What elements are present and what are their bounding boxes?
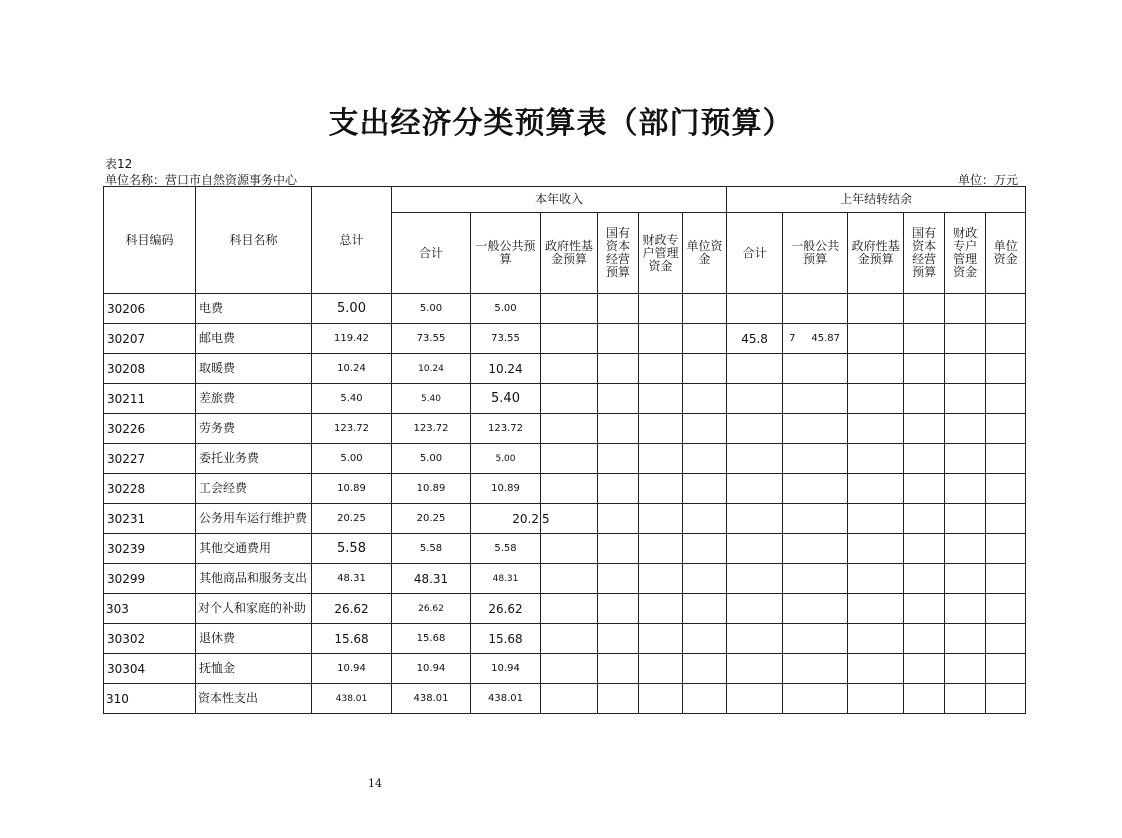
cell-general: 15.68 <box>471 624 541 654</box>
header-sub-sum: 合计 <box>392 213 471 294</box>
cell-total: 10.24 <box>312 354 392 384</box>
cell-name: 差旅费 <box>196 384 312 414</box>
header-name: 科目名称 <box>196 187 312 294</box>
table-row <box>104 504 1026 534</box>
table-row <box>104 594 1026 624</box>
header-prior-general: 一般公共预算 <box>783 213 848 294</box>
cell-sum: 5.58 <box>392 534 471 564</box>
cell-general: 438.01 <box>471 684 541 714</box>
cell-total: 438.01 <box>312 684 392 714</box>
cell-general: 73.55 <box>471 324 541 354</box>
cell-code: 30304 <box>104 654 196 684</box>
table-row <box>104 474 1026 504</box>
cell-sum: 73.55 <box>392 324 471 354</box>
header-sub-unit-funds: 单位资金 <box>683 213 727 294</box>
cell-general: 10.89 <box>471 474 541 504</box>
cell-code: 30239 <box>104 534 196 564</box>
cell-sum: 5.40 <box>392 384 471 414</box>
cell-code: 30226 <box>104 414 196 444</box>
header-sub-general: 一般公共预算 <box>471 213 541 294</box>
cell-general: 5.58 <box>471 534 541 564</box>
unit-name: 单位名称：营口市自然资源事务中心 <box>105 173 298 187</box>
cell-code: 30228 <box>104 474 196 504</box>
cell-general: 10.94 <box>471 654 541 684</box>
cell-total: 5.00 <box>312 294 392 324</box>
header-prior-year: 上年结转结余 <box>727 187 1026 213</box>
cell-name: 对个人和家庭的补助 <box>196 594 312 624</box>
table-row <box>104 384 1026 414</box>
cell-total: 123.72 <box>312 414 392 444</box>
table-row <box>104 324 1026 354</box>
cell-code: 30211 <box>104 384 196 414</box>
cell-name: 电费 <box>196 294 312 324</box>
cell-total: 20.25 <box>312 504 392 534</box>
header-prior-unit-funds: 单位资金 <box>986 213 1026 294</box>
table-row <box>104 444 1026 474</box>
cell-sum: 26.62 <box>392 594 471 624</box>
cell-name: 公务用车运行维护费 <box>196 504 312 534</box>
unit-label: 单位：万元 <box>958 173 1019 187</box>
cell-name: 取暖费 <box>196 354 312 384</box>
cell-total: 119.42 <box>312 324 392 354</box>
cell-general: 20.2 <box>471 504 541 534</box>
cell-name: 委托业务费 <box>196 444 312 474</box>
cell-sum: 20.25 <box>392 504 471 534</box>
cell-name: 工会经费 <box>196 474 312 504</box>
header-prior-state-capital: 国有资本经营预算 <box>904 213 945 294</box>
cell-code: 30206 <box>104 294 196 324</box>
cell-name: 其他商品和服务支出 <box>196 564 312 594</box>
cell-name: 其他交通费用 <box>196 534 312 564</box>
table-number: 表12 <box>105 157 133 171</box>
cell-total: 5.40 <box>312 384 392 414</box>
cell-code: 310 <box>104 684 196 714</box>
cell-total: 5.58 <box>312 534 392 564</box>
cell-code: 30231 <box>104 504 196 534</box>
header-sub-special-account: 财政专户管理资金 <box>639 213 683 294</box>
header-prior-sum: 合计 <box>727 213 783 294</box>
table-row <box>104 534 1026 564</box>
header-prior-special-account: 财政专户管理资金 <box>945 213 986 294</box>
cell-general: 48.31 <box>471 564 541 594</box>
table-row <box>104 624 1026 654</box>
cell-general: 5.40 <box>471 384 541 414</box>
cell-total: 10.94 <box>312 654 392 684</box>
cell-sum: 5.00 <box>392 294 471 324</box>
cell-name: 劳务费 <box>196 414 312 444</box>
cell-name: 抚恤金 <box>196 654 312 684</box>
cell-general: 5.00 <box>471 444 541 474</box>
cell-sum: 15.68 <box>392 624 471 654</box>
cell-general: 10.24 <box>471 354 541 384</box>
cell-sum: 123.72 <box>392 414 471 444</box>
cell-general: 26.62 <box>471 594 541 624</box>
header-sub-state-capital: 国有资本经营预算 <box>598 213 639 294</box>
cell-fund: 5 <box>541 504 598 534</box>
cell-prior-sum: 45.8 <box>727 324 783 354</box>
header-prior-fund: 政府性基金预算 <box>848 213 904 294</box>
table-row <box>104 414 1026 444</box>
cell-sum: 438.01 <box>392 684 471 714</box>
cell-total: 10.89 <box>312 474 392 504</box>
cell-code: 303 <box>104 594 196 624</box>
cell-total: 26.62 <box>312 594 392 624</box>
cell-prior-general-value: 45.87 <box>811 333 840 344</box>
table-row <box>104 294 1026 324</box>
budget-table <box>103 186 1026 714</box>
table-row <box>104 654 1026 684</box>
cell-sum: 10.94 <box>392 654 471 684</box>
cell-name: 资本性支出 <box>196 684 312 714</box>
table-row <box>104 684 1026 714</box>
header-sub-fund: 政府性基金预算 <box>541 213 598 294</box>
cell-code: 30208 <box>104 354 196 384</box>
cell-general: 5.00 <box>471 294 541 324</box>
header-code: 科目编码 <box>104 187 196 294</box>
header-current-year: 本年收入 <box>392 187 727 213</box>
cell-prior-general <box>783 324 848 354</box>
cell-sum: 10.89 <box>392 474 471 504</box>
cell-code: 30299 <box>104 564 196 594</box>
cell-name: 邮电费 <box>196 324 312 354</box>
table-row <box>104 564 1026 594</box>
header-total: 总计 <box>312 187 392 294</box>
cell-sum: 5.00 <box>392 444 471 474</box>
cell-total: 15.68 <box>312 624 392 654</box>
cell-general: 123.72 <box>471 414 541 444</box>
cell-prior-fragment: 7 <box>789 333 796 344</box>
cell-code: 30227 <box>104 444 196 474</box>
cell-total: 48.31 <box>312 564 392 594</box>
cell-code: 30302 <box>104 624 196 654</box>
cell-name: 退休费 <box>196 624 312 654</box>
page-number: 14 <box>368 777 382 790</box>
page-title: 支出经济分类预算表（部门预算） <box>328 106 794 141</box>
cell-code: 30207 <box>104 324 196 354</box>
cell-sum: 10.24 <box>392 354 471 384</box>
cell-sum: 48.31 <box>392 564 471 594</box>
cell-total: 5.00 <box>312 444 392 474</box>
table-row <box>104 354 1026 384</box>
